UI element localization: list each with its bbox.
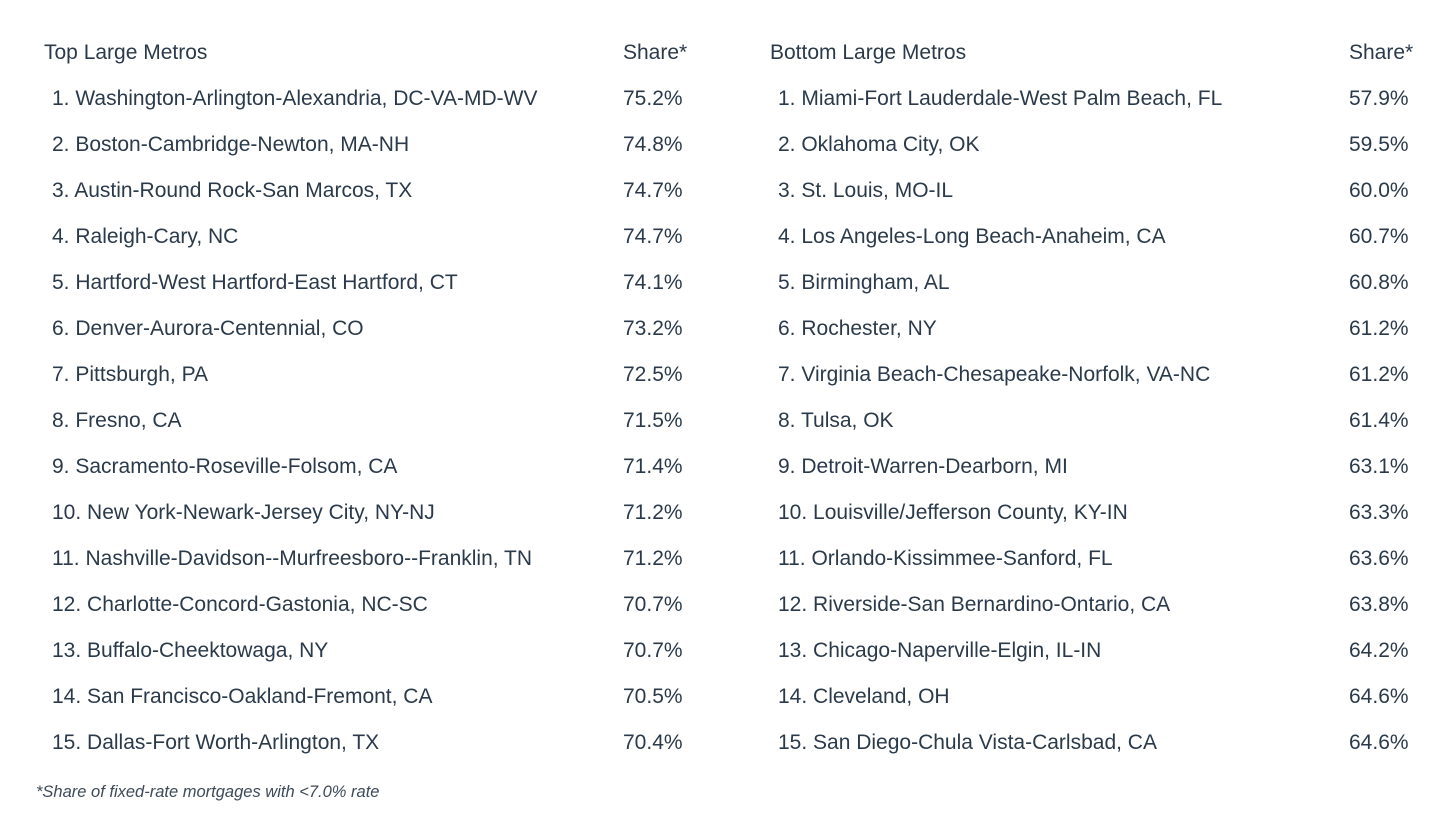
table-row <box>770 720 1430 766</box>
metro-name: 1. Washington-Arlington-Alexandria, DC-VA-MD-WV <box>52 87 538 110</box>
table-row <box>770 674 1430 720</box>
table-row <box>770 398 1430 444</box>
table-row <box>44 122 704 168</box>
metro-name: 12. Riverside-San Bernardino-Ontario, CA <box>778 593 1171 616</box>
table-row <box>44 168 704 214</box>
metro-name: 1. Miami-Fort Lauderdale-West Palm Beach, FL <box>778 87 1223 110</box>
share-value: 70.5% <box>623 685 683 708</box>
share-value: 74.7% <box>623 225 683 248</box>
metro-name: 15. San Diego-Chula Vista-Carlsbad, CA <box>778 731 1157 754</box>
bottom-large-metros-table <box>770 30 1430 766</box>
share-value: 57.9% <box>1349 87 1409 110</box>
share-value: 75.2% <box>623 87 683 110</box>
share-value: 63.3% <box>1349 501 1409 524</box>
column-header-metro: Top Large Metros <box>44 41 208 64</box>
share-value: 71.5% <box>623 409 683 432</box>
table-row <box>770 628 1430 674</box>
share-value: 71.2% <box>623 547 683 570</box>
share-value: 63.1% <box>1349 455 1409 478</box>
table-row <box>44 674 704 720</box>
metro-name: 13. Chicago-Naperville-Elgin, IL-IN <box>778 639 1102 662</box>
table-row <box>44 214 704 260</box>
table-row <box>44 76 704 122</box>
table-row <box>44 352 704 398</box>
table-row <box>770 490 1430 536</box>
share-value: 61.2% <box>1349 363 1409 386</box>
share-value: 64.2% <box>1349 639 1409 662</box>
metro-name: 6. Denver-Aurora-Centennial, CO <box>52 317 364 340</box>
table-row <box>770 76 1430 122</box>
metro-name: 6. Rochester, NY <box>778 317 937 340</box>
share-value: 71.2% <box>623 501 683 524</box>
table-body <box>770 76 1430 766</box>
metro-name: 8. Tulsa, OK <box>778 409 894 432</box>
share-value: 63.8% <box>1349 593 1409 616</box>
metro-name: 2. Oklahoma City, OK <box>778 133 980 156</box>
metro-name: 11. Orlando-Kissimmee-Sanford, FL <box>778 547 1113 570</box>
metro-name: 7. Virginia Beach-Chesapeake-Norfolk, VA-NC <box>778 363 1211 386</box>
share-value: 64.6% <box>1349 731 1409 754</box>
table-header <box>770 30 1430 76</box>
table-row <box>44 582 704 628</box>
table-row <box>44 306 704 352</box>
table-body <box>44 76 704 766</box>
metro-name: 9. Detroit-Warren-Dearborn, MI <box>778 455 1068 478</box>
share-value: 72.5% <box>623 363 683 386</box>
metro-name: 5. Hartford-West Hartford-East Hartford, CT <box>52 271 458 294</box>
metro-name: 13. Buffalo-Cheektowaga, NY <box>52 639 329 662</box>
column-header-share: Share* <box>623 41 688 64</box>
table-row <box>44 260 704 306</box>
table-row <box>44 628 704 674</box>
table-row <box>770 582 1430 628</box>
metro-name: 10. Louisville/Jefferson County, KY-IN <box>778 501 1128 524</box>
table-row <box>44 720 704 766</box>
share-value: 60.0% <box>1349 179 1409 202</box>
share-value: 70.7% <box>623 639 683 662</box>
share-value: 71.4% <box>623 455 683 478</box>
metro-name: 4. Raleigh-Cary, NC <box>52 225 239 248</box>
metro-name: 10. New York-Newark-Jersey City, NY-NJ <box>52 501 435 524</box>
metro-name: 12. Charlotte-Concord-Gastonia, NC-SC <box>52 593 428 616</box>
column-header-share: Share* <box>1349 41 1414 64</box>
table-row <box>770 306 1430 352</box>
table-row <box>770 214 1430 260</box>
table-row <box>44 398 704 444</box>
metro-name: 3. Austin-Round Rock-San Marcos, TX <box>52 179 413 202</box>
share-value: 74.7% <box>623 179 683 202</box>
share-value: 63.6% <box>1349 547 1409 570</box>
table-row <box>770 260 1430 306</box>
share-value: 60.8% <box>1349 271 1409 294</box>
metro-name: 3. St. Louis, MO-IL <box>778 179 954 202</box>
table-header <box>44 30 704 76</box>
table-row <box>770 122 1430 168</box>
metro-name: 9. Sacramento-Roseville-Folsom, CA <box>52 455 398 478</box>
metro-name: 4. Los Angeles-Long Beach-Anaheim, CA <box>778 225 1166 248</box>
top-large-metros-table <box>44 30 704 766</box>
share-value: 70.7% <box>623 593 683 616</box>
share-value: 74.1% <box>623 271 683 294</box>
share-value: 64.6% <box>1349 685 1409 708</box>
table-row <box>44 490 704 536</box>
share-value: 60.7% <box>1349 225 1409 248</box>
table-row <box>770 444 1430 490</box>
metro-name: 11. Nashville-Davidson--Murfreesboro--Franklin, TN <box>52 547 533 570</box>
share-value: 70.4% <box>623 731 683 754</box>
table-row <box>44 536 704 582</box>
share-value: 61.4% <box>1349 409 1409 432</box>
share-value: 61.2% <box>1349 317 1409 340</box>
share-value: 74.8% <box>623 133 683 156</box>
metro-name: 15. Dallas-Fort Worth-Arlington, TX <box>52 731 380 754</box>
table-row <box>770 536 1430 582</box>
share-value: 59.5% <box>1349 133 1409 156</box>
column-header-metro: Bottom Large Metros <box>770 41 967 64</box>
metro-name: 5. Birmingham, AL <box>778 271 950 294</box>
share-value: 73.2% <box>623 317 683 340</box>
metro-name: 8. Fresno, CA <box>52 409 182 432</box>
table-row <box>44 444 704 490</box>
metro-name: 14. San Francisco-Oakland-Fremont, CA <box>52 685 433 708</box>
metro-name: 7. Pittsburgh, PA <box>52 363 209 386</box>
footnote: *Share of fixed-rate mortgages with <7.0% rate <box>36 783 380 801</box>
table-row <box>770 352 1430 398</box>
metro-name: 2. Boston-Cambridge-Newton, MA-NH <box>52 133 410 156</box>
metro-name: 14. Cleveland, OH <box>778 685 950 708</box>
table-row <box>770 168 1430 214</box>
